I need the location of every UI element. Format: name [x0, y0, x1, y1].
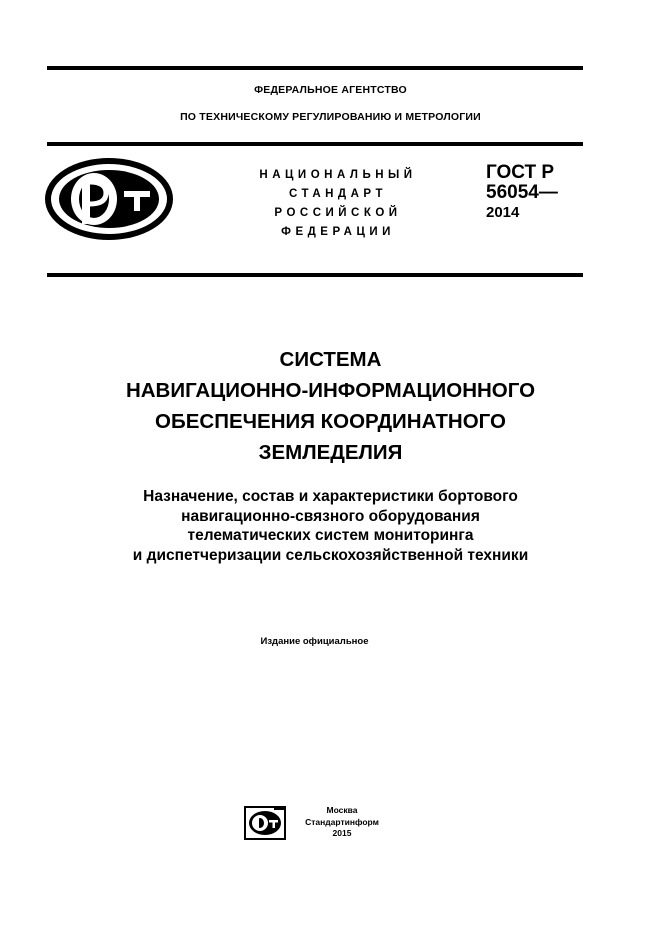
publisher-year: 2015 [332, 828, 352, 838]
publisher-city: Москва [326, 805, 358, 815]
subtitle-line: навигационно-связного оборудования [181, 507, 480, 525]
agency-name-line-2: ПО ТЕХНИЧЕСКОМУ РЕГУЛИРОВАНИЮ И МЕТРОЛОГИИ [180, 111, 481, 123]
national-line: ФЕДЕРАЦИИ [281, 226, 395, 238]
national-line: СТАНДАРТ [289, 188, 387, 200]
national-line: РОССИЙСКОЙ [274, 207, 402, 219]
subtitle-line: телематических систем мониторинга [187, 527, 474, 544]
title-line: ОБЕСПЕЧЕНИЯ КООРДИНАТНОГО [155, 410, 506, 433]
agency-name-line-1: ФЕДЕРАЛЬНОЕ АГЕНТСТВО [254, 84, 407, 96]
publisher-name: Стандартинформ [305, 816, 379, 827]
top-rule [47, 66, 583, 70]
title-line: ЗЕМЛЕДЕЛИЯ [258, 441, 403, 464]
standartinform-logo-icon [244, 806, 286, 840]
title-line: СИСТЕМА [279, 348, 382, 371]
title-line: НАВИГАЦИОННО-ИНФОРМАЦИОННОГО [125, 379, 536, 402]
designation-year: 2014 [486, 203, 520, 221]
subtitle-line: и диспетчеризации сельскохозяйственной техники [132, 546, 529, 564]
national-line: НАЦИОНАЛЬНЫЙ [259, 169, 417, 181]
gost-r-logo-icon [44, 158, 174, 240]
publisher-block [292, 805, 392, 840]
standard-designation [486, 163, 558, 221]
designation-line-1: ГОСТ Р [486, 162, 555, 183]
national-standard-label [228, 166, 448, 242]
document-title [0, 344, 661, 468]
edition-label: Издание официальное [260, 636, 369, 647]
document-subtitle [0, 487, 661, 565]
header-rule [47, 142, 583, 146]
subtitle-line: Назначение, состав и характеристики бортового [143, 488, 518, 505]
designation-line-2: 56054— [486, 181, 558, 203]
section-rule [47, 273, 583, 277]
